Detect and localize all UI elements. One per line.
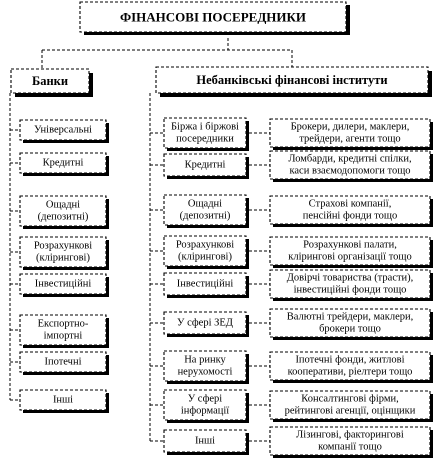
- nonbank-desc-3: [270, 237, 433, 268]
- nonbank-type-0-label: Біржа і біржові: [171, 121, 239, 133]
- title-box: [80, 2, 350, 35]
- bank-item-6: [20, 352, 109, 375]
- nonbank-type-3-label: (клірингові): [178, 251, 232, 263]
- banks-heading: Банки: [31, 74, 69, 88]
- diagram-title: ФІНАНСОВІ ПОСЕРЕДНИКИ: [119, 9, 307, 25]
- nonbank-type-2-label: Ощадні: [187, 198, 223, 210]
- nonbank-desc-5: [270, 309, 433, 340]
- nonbank-desc-0-label: Брокери, дилери, маклери,: [290, 121, 410, 133]
- nonbank-desc-7-label: рейтингові агенції, оцінщики: [284, 405, 416, 417]
- nonbank-type-2-label: (депозитні): [179, 210, 231, 222]
- bank-item-5-label: імпортні: [43, 330, 83, 342]
- nonbank-desc-7-label: Консалтингові фірми,: [301, 393, 399, 405]
- nonbank-desc-8-label: Лізингові, факторингові: [296, 429, 404, 441]
- bank-item-2-label: Ощадні: [45, 199, 81, 211]
- nonbank-type-4: [164, 273, 249, 298]
- bank-item-4-label: Інвестиційні: [34, 278, 92, 290]
- bank-item-4: [20, 274, 109, 297]
- nonbank-type-8-label: Інші: [194, 435, 216, 447]
- bank-item-1: [20, 153, 109, 176]
- nonbank-desc-0-label: трейдери, агенти тощо: [299, 133, 401, 145]
- nonbank-desc-3-label: Розрахункові палати,: [303, 239, 397, 251]
- nonbank-type-6-label: На ринку: [184, 354, 226, 366]
- nonbank-desc-3-label: клірингові організації тощо: [288, 251, 412, 263]
- nonbank-heading-box: [156, 67, 432, 97]
- nonbank-type-7-label: У сфері: [187, 393, 223, 405]
- nonbank-desc-2-label: Страхові компанії,: [308, 198, 392, 210]
- nonbank-desc-4-label: інвестиційні фонди тощо: [293, 284, 407, 296]
- nonbank-desc-5-label: Валютні трейдери, маклери,: [286, 311, 414, 323]
- bank-item-2-label: (депозитні): [37, 211, 89, 223]
- nonbank-desc-6-label: Іпотечні фонди, житлові: [295, 354, 405, 366]
- nonbank-type-2: [164, 195, 249, 228]
- bank-item-7-label: Інші: [52, 394, 74, 406]
- bank-item-3-label: (клірингові): [36, 252, 90, 264]
- nonbank-type-6: [164, 351, 249, 384]
- nonbank-desc-1-label: каси взаємодопомоги тощо: [289, 165, 411, 177]
- nonbank-type-5: [164, 312, 249, 337]
- bank-item-5-label: Експортно-: [37, 318, 89, 330]
- nonbank-heading: Небанківські фінансові інститути: [196, 73, 388, 87]
- nonbank-type-7: [164, 390, 249, 423]
- bank-item-6-label: Іпотечні: [44, 356, 82, 368]
- nonbank-desc-1-label: Ломбарди, кредитні спілки,: [288, 153, 412, 165]
- bank-item-3: [20, 237, 109, 270]
- nonbank-desc-4-label: Довірчі товариства (трасти),: [286, 272, 414, 284]
- nonbank-type-0: [164, 118, 249, 151]
- nonbank-desc-7: [270, 391, 433, 422]
- bank-item-2: [20, 196, 109, 229]
- nonbank-desc-8: [270, 427, 433, 458]
- nonbank-type-7-label: інформації: [180, 405, 230, 417]
- bank-item-7: [20, 390, 109, 413]
- bank-item-5: [20, 315, 109, 348]
- nonbank-type-4-label: Інвестиційні: [176, 278, 234, 290]
- nonbank-type-3: [164, 236, 249, 269]
- nonbank-type-6-label: нерухомості: [177, 366, 233, 378]
- nonbank-type-0-label: посередники: [176, 133, 234, 145]
- bank-item-3-label: Розрахункові: [33, 240, 93, 252]
- nonbank-type-8: [164, 430, 249, 455]
- nonbank-desc-8-label: компанії тощо: [318, 441, 382, 453]
- nonbank-type-3-label: Розрахункові: [175, 239, 235, 251]
- nonbank-desc-1: [270, 151, 433, 182]
- nonbank-type-1-label: Кредитні: [184, 159, 226, 171]
- nonbank-desc-6: [270, 352, 433, 383]
- banks-heading-box: [11, 69, 93, 97]
- nonbank-desc-2: [270, 196, 433, 227]
- nonbank-desc-5-label: брокери тощо: [319, 323, 381, 335]
- nonbank-desc-0: [270, 119, 433, 150]
- bank-item-0-label: Універсальні: [34, 124, 92, 136]
- bank-item-1-label: Кредитні: [42, 157, 84, 169]
- bank-item-0: [20, 120, 109, 143]
- nonbank-desc-4: [270, 270, 433, 301]
- nonbank-desc-6-label: кооперативи, ріелтери тощо: [287, 366, 413, 378]
- nonbank-desc-2-label: пенсійні фонди тощо: [302, 210, 398, 222]
- nonbank-type-1: [164, 154, 249, 179]
- nonbank-type-5-label: У сфері ЗЕД: [177, 317, 233, 329]
